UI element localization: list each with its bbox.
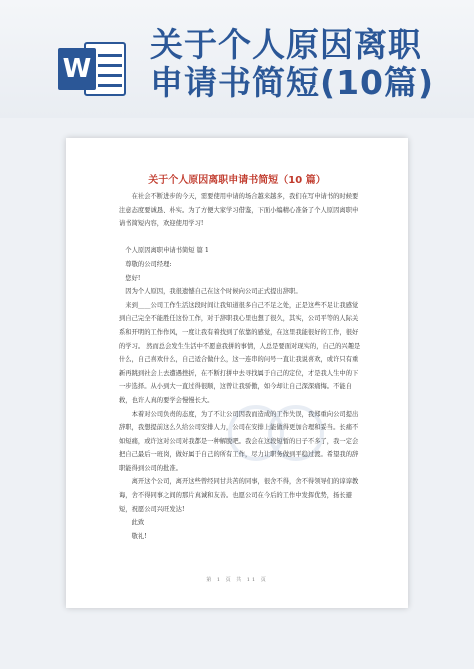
paragraph-2: 来到____公司工作生活这段时间让我知道很多自己不足之处，正是这些不足让我感觉到自己完全不能胜任这份工作，对于辞职我心里也想了很久，其实，公司平等的人际关系和开明的工作作风，一度让我有着找到了依靠的感觉，在这里我能很好的工作，很好的学习。 然而总会发生生活中不愿意我拼的事情，人总是要面对现实的，自己的兴趣是什么，自己喜欢什么，自己适合做什么，这一连串的问号一直让我说喜欢，或许只有重新再跳到社会上去遭遇挫折，在不断打拼中去寻找属于自己的定位，才是我人生中的下一步选择。从小到大一直过得很顺，这曾让我骄傲，如今却让自己深深痛悔。不能自救，也许人真的要学会慢慢长大。: [119, 301, 361, 404]
document-title: 关于个人原因离职申请书简短（10 篇）: [148, 175, 326, 186]
document-page: [66, 138, 408, 608]
banner: [0, 0, 474, 118]
salutation: 尊敬的公司经理:: [125, 260, 172, 268]
page-number: 第 1 页 共 11 页: [206, 577, 268, 583]
closing-line-1: 此致: [131, 519, 145, 527]
intro-paragraph: 在社会不断进步的今天，需要使用申请的场合越来越多，我们在写申请书的时候要注意态度要诚恳、朴实。为了方便大家学习借鉴，下面小编精心准备了个人原因离职申请书简短内容，欢迎使用学习!: [119, 193, 359, 228]
paragraph-3: 本着对公司负责的态度，为了不让公司因我而造成的工作失误，我郑重向公司提出辞职，我想提前这么久给公司安排人力，公司在安排上能做得更加合理和妥当。长痛不如短痛，或许这对公司对我都是一种解脱吧。我会在这段短暂的日子不多了，我一定会把自己最后一班岗，做好属于自己的所有工作，尽力让职务做到平稳过渡。希望我的辞职能得到公司的批准。: [119, 410, 359, 472]
closing-line-2: 敬礼!: [131, 532, 147, 540]
banner-title: [150, 26, 470, 102]
document-body: [119, 190, 363, 543]
paragraph-1: 因为个人原因，我很遗憾自己在这个时候向公司正式提出辞职。: [125, 288, 302, 296]
word-document-icon: [58, 40, 128, 98]
section-heading: 个人原因离职申请书简短 篇 1: [125, 247, 209, 255]
greeting: 您好!: [125, 274, 141, 282]
banner-title-line-1: 关于个人原因离职: [150, 25, 422, 64]
banner-title-line-2: 申请书简短(10篇): [150, 63, 435, 102]
word-badge: W: [58, 48, 96, 90]
paragraph-4: 离开这个公司，离开这些曾经同甘共苦的同事，很舍不得，舍不得领导们的谆谆教诲，舍不得同事之间的那片真诚和友善。也愿公司在今后的工作中发挥优势，扬长避短，祝愿公司兴旺发达!: [119, 478, 359, 513]
